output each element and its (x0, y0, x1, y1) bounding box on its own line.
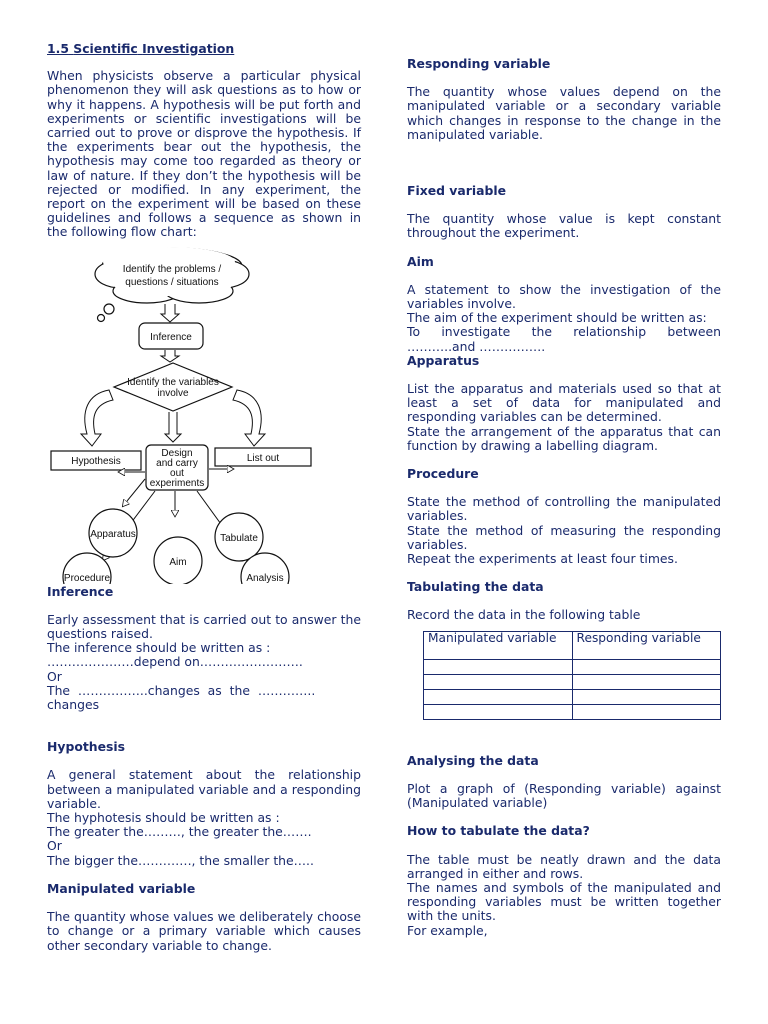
flow-chart (47, 244, 361, 584)
fixed-text: The quantity whose value is kept constant throughout the experiment. (407, 211, 721, 241)
aim-line-3: ………..and ……………. (407, 338, 546, 354)
aim-circle-label: Aim (169, 556, 187, 568)
apparatus-heading: Apparatus (407, 352, 480, 368)
aim-line-2: To investigate the relationship between (407, 324, 721, 340)
procedure-text-3: Repeat the experiments at least four times. (407, 551, 678, 567)
inference-text: Early assessment that is carried out to answer the questions raised. (47, 611, 361, 642)
how-to-text-3: For example, (407, 922, 488, 938)
intro-paragraph: When physicists observe a particular physical phenomenon they will ask questions as to how or why it happens. A hypothesis will be put forth and experiments or scientific investigations will be carried out to prove or disprove the hypothesis. If the experiments bear out the hypothesis, the hypothesis may come too regarded as theory or law of nature. If they don’t the hypothesis will be rejected or modified. In any experiment, the report on the experiment will be based on these guidelines and follows a sequence as shown in the following flow chart: (47, 68, 361, 240)
aim-line-1: The aim of the experiment should be written as: (407, 310, 707, 326)
design-label-1: Design (161, 447, 193, 459)
inference-box-label: Inference (150, 331, 192, 343)
tabulate-circle-label: Tabulate (220, 532, 258, 544)
analysing-text: Plot a graph of (Responding variable) against (Manipulated variable) (407, 780, 721, 811)
table-row (424, 674, 721, 689)
section-title: 1.5 Scientific Investigation (47, 41, 235, 56)
procedure-text-1: State the method of controlling the manipulated variables. (407, 494, 721, 524)
responding-text: The quantity whose values depend on the manipulated variable or a secondary variable which changes in response to the change in the manipulated variable. (407, 84, 721, 142)
inference-line-3: Or (47, 668, 62, 684)
procedure-text-2: State the method of measuring the responding variables. (407, 522, 721, 552)
aim-text: A statement to show the investigation of the variables involve. (407, 281, 721, 312)
hypothesis-box-label: Hypothesis (71, 455, 121, 467)
table-header-responding: Responding variable (572, 631, 720, 659)
data-table (423, 631, 721, 720)
inference-line-4: The ……………..changes as the ………….. (47, 682, 316, 698)
procedure-circle-label: Procedure (63, 572, 111, 584)
manipulated-heading: Manipulated variable (47, 880, 196, 896)
apparatus-text-2: State the arrangement of the apparatus that can function by drawing a labelling diagram. (407, 423, 721, 453)
analysing-heading: Analysing the data (407, 752, 539, 768)
how-to-text-1: The table must be neatly drawn and the data arranged in either and rows. (407, 851, 721, 881)
inference-line-2: …………………depend on……………………. (47, 654, 303, 670)
design-label-4: experiments (149, 477, 205, 489)
how-to-heading: How to tabulate the data? (407, 823, 590, 839)
design-label-2: and carry (156, 457, 198, 469)
cloud-label-2: questions / situations (125, 276, 219, 288)
right-column (407, 57, 721, 938)
cloud-label-1: Identify the problems / (122, 263, 222, 275)
left-column (47, 42, 361, 953)
how-to-text-2: The names and symbols of the manipulated and responding variables must be written together with the units. (407, 879, 721, 924)
tabulating-text: Record the data in the following table (407, 607, 641, 623)
inference-line-5: changes (47, 697, 100, 713)
hypothesis-line-4: The bigger the…………., the smaller the….. (47, 852, 314, 868)
inference-line-1: The inference should be written as : (47, 640, 271, 656)
hypothesis-line-3: Or (47, 838, 62, 854)
flow-chart-graphic (47, 244, 361, 584)
apparatus-text-1: List the apparatus and materials used so that at least a set of data for manipulated and responding variables can be determined. (407, 381, 721, 425)
hypothesis-heading: Hypothesis (47, 739, 125, 755)
hypothesis-text: A general statement about the relationship between a manipulated variable and a responding variable. (47, 767, 361, 811)
list-out-box-label: List out (246, 452, 280, 464)
procedure-heading: Procedure (407, 466, 479, 482)
fixed-heading: Fixed variable (407, 183, 506, 199)
aim-heading: Aim (407, 253, 434, 269)
diamond-label-2: involve (157, 387, 189, 399)
tabulating-heading: Tabulating the data (407, 579, 544, 595)
diamond-label-1: Identify the variables (127, 376, 219, 388)
analysis-circle-label: Analysis (246, 572, 284, 584)
hypothesis-line-1: The hyphotesis should be written as : (47, 810, 280, 826)
table-row (424, 689, 721, 704)
manipulated-text: The quantity whose values we deliberately choose to change or a primary variable which causes other secondary variable to change. (47, 909, 361, 953)
responding-heading: Responding variable (407, 56, 551, 71)
table-row (424, 659, 721, 674)
table-row (424, 704, 721, 719)
apparatus-circle-label: Apparatus (90, 528, 136, 540)
hypothesis-line-2: The greater the………, the greater the……. (47, 824, 312, 840)
design-label-3: out (170, 467, 184, 479)
inference-heading: Inference (47, 583, 114, 599)
table-header-manipulated: Manipulated variable (424, 631, 573, 659)
